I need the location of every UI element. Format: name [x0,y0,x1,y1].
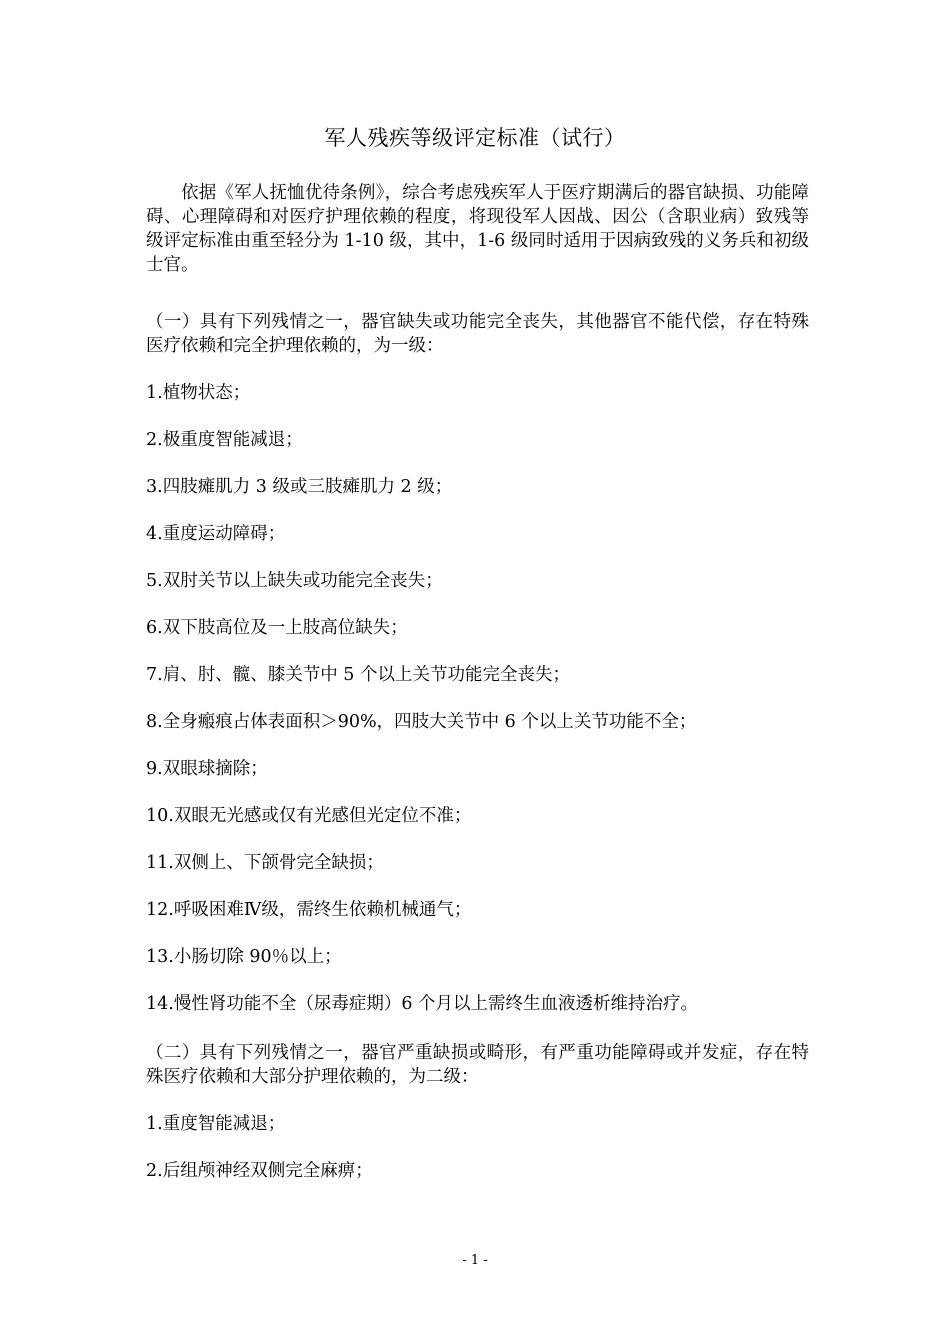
list-item: 3.四肢瘫肌力 3 级或三肢瘫肌力 2 级； [146,477,453,497]
intro-paragraph: 依据《军人抚恤优待条例》，综合考虑残疾军人于医疗期满后的器官缺损、功能障碍、心理障碍和对医疗护理依赖的程度，将现役军人因战、因公（含职业病）致残等级评定标准由重至轻分为 1-10 级，其中，1-6 级同时适用于因病致残的义务兵和初级士官。 [146,183,809,275]
section-1-heading: （一）具有下列残情之一，器官缺失或功能完全丧失，其他器官不能代偿，存在特殊医疗依赖和完全护理依赖的，为一级： [146,312,809,356]
list-item: 8.全身瘢痕占体表面积＞90%，四肢大关节中 6 个以上关节功能不全； [146,712,697,732]
list-item: 12.呼吸困难Ⅳ级，需终生依赖机械通气； [146,900,472,920]
list-item: 10.双眼无光感或仅有光感但光定位不准； [146,806,472,826]
list-item: 2.极重度智能减退； [146,430,303,450]
list-item: 9.双眼球摘除； [146,759,268,779]
list-item: 1.重度智能减退； [146,1114,286,1134]
list-item: 6.双下肢高位及一上肢高位缺失； [146,618,408,638]
document-title: 军人残疾等级评定标准（试行） [324,126,626,150]
list-item: 14.慢性肾功能不全（尿毒症期）6 个月以上需终生血液透析维持治疗。 [146,994,699,1014]
list-item: 1.植物状态； [146,383,251,403]
list-item: 2.后组颅神经双侧完全麻痹； [146,1161,373,1181]
page-number: - 1 - [462,1253,488,1268]
list-item: 13.小肠切除 90％以上； [146,947,342,967]
section-2-heading: （二）具有下列残情之一，器官严重缺损或畸形，有严重功能障碍或并发症，存在特殊医疗依赖和大部分护理依赖的，为二级： [146,1043,809,1087]
list-item: 11.双侧上、下颌骨完全缺损； [146,853,384,873]
list-item: 5.双肘关节以上缺失或功能完全丧失； [146,571,443,591]
list-item: 7.肩、肘、髋、膝关节中 5 个以上关节功能完全丧失； [146,665,570,685]
list-item: 4.重度运动障碍； [146,524,286,544]
